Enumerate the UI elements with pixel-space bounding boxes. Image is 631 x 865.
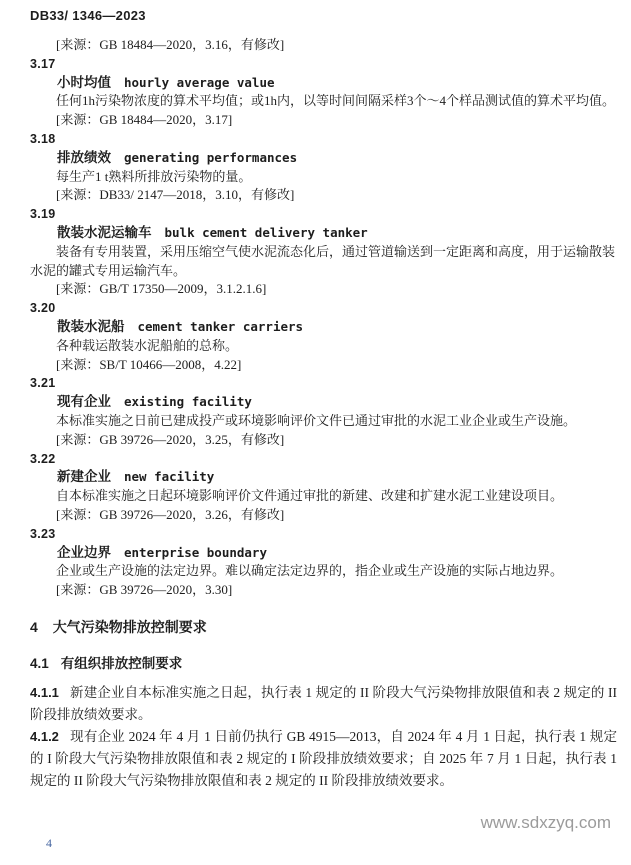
clause-text: 现有企业 2024 年 4 月 1 日前仍执行 GB 4915—2013，自 2024 年 4 月 1 日起，执行表 1 规定的 I 阶段大气污染物排放限值和表 2 规定的 I 阶段排放绩效要求；自 2025 年 7 月 1 日起，执行表 1 规定的 II 阶段大气污染物排放限值和表 2 规定的 II 阶段排放绩效要求。 (30, 728, 617, 788)
doc-code-header: DB33/ 1346—2023 (30, 8, 146, 23)
term-definition: 自本标准实施之日起环境影响评价文件通过审批的新建、改建和扩建水泥工业建设项目。 (56, 488, 564, 504)
term-number: 3.18 (30, 131, 56, 146)
source-ref: [来源：GB 39726—2020，3.26，有修改] (56, 506, 285, 522)
term-en: hourly average value (124, 74, 275, 90)
term-en: new facility (124, 469, 215, 485)
term-definition: 各种载运散装水泥船舶的总称。 (56, 337, 239, 353)
term-en: cement tanker carriers (137, 318, 304, 334)
term-title (30, 544, 617, 563)
term-title (30, 393, 617, 412)
term-definition: 每生产1 t熟料所排放污染物的量。 (56, 168, 252, 184)
term-number: 3.22 (30, 451, 56, 466)
term-block-3-22 (30, 450, 617, 525)
term-block-3-19 (30, 205, 617, 299)
term-en: existing facility (124, 394, 252, 410)
term-block-3-23 (30, 525, 617, 600)
term-number: 3.17 (30, 56, 56, 71)
clause-number: 4.1.2 (30, 728, 59, 744)
term-block-3-20 (30, 299, 617, 374)
term-definition: 企业或生产设施的法定边界。难以确定法定边界的，指企业或生产设施的实际占地边界。 (56, 563, 564, 579)
source-ref-leading: [来源：GB 18484—2020，3.16，有修改] (56, 37, 285, 52)
term-zh: 散装水泥运输车 (57, 224, 152, 240)
term-title (30, 149, 617, 168)
section-title: 有组织排放控制要求 (60, 655, 183, 671)
term-title (30, 74, 617, 93)
term-block-3-17 (30, 55, 617, 130)
term-number: 3.20 (30, 301, 56, 316)
term-en: generating performances (124, 149, 298, 165)
source-ref: [来源：GB 39726—2020，3.30] (56, 582, 233, 598)
page-number: 4 (46, 836, 52, 850)
term-number: 3.21 (30, 376, 56, 391)
term-definition: 本标准实施之日前已建成投产或环境影响评价文件已通过审批的水泥工业企业或生产设施。 (56, 412, 577, 428)
term-zh: 新建企业 (57, 469, 111, 485)
term-definition: 任何1h污染物浓度的算术平均值；或1h内，以等时间间隔采样3个～4个样品测试值的算术平均值。 (56, 93, 616, 109)
term-number: 3.23 (30, 526, 56, 541)
term-zh: 小时均值 (57, 74, 111, 90)
source-ref: [来源：DB33/ 2147—2018，3.10，有修改] (56, 187, 295, 203)
term-en: bulk cement delivery tanker (164, 224, 368, 240)
clause-number: 4.1.1 (30, 684, 59, 700)
term-zh: 排放绩效 (57, 149, 111, 165)
source-ref: [来源：GB/T 17350—2009，3.1.2.1.6] (56, 281, 267, 297)
clause-text: 新建企业自本标准实施之日起，执行表 1 规定的 II 阶段大气污染物排放限值和表 2 规定的 II 阶段排放绩效要求。 (30, 684, 617, 722)
section-number: 4.1 (30, 655, 49, 671)
term-block-3-18 (30, 130, 617, 205)
term-en: enterprise boundary (124, 544, 267, 560)
term-block-3-21 (30, 374, 617, 449)
watermark-url: www.sdxzyq.com (480, 813, 611, 832)
term-zh: 现有企业 (57, 394, 111, 410)
section-number: 4 (30, 618, 38, 635)
term-title (30, 468, 617, 487)
term-title (30, 224, 617, 243)
source-ref: [来源：GB 39726—2020，3.25，有修改] (56, 431, 285, 447)
source-ref: [来源：SB/T 10466—2008，4.22] (56, 356, 242, 372)
term-zh: 企业边界 (57, 544, 111, 560)
section-4-1-heading (30, 654, 617, 673)
term-zh: 散装水泥船 (57, 318, 125, 334)
term-definition: 装备有专用装置，采用压缩空气使水泥流态化后，通过管道输送到一定距离和高度，用于运输散装水泥的罐式专用运输汽车。 (30, 243, 616, 278)
section-title: 大气污染物排放控制要求 (52, 618, 207, 635)
term-number: 3.19 (30, 207, 56, 222)
source-ref: [来源：GB 18484—2020，3.17] (56, 112, 233, 128)
clause-4-1-2 (30, 726, 617, 792)
term-title (30, 318, 617, 337)
clause-4-1-1 (30, 682, 617, 726)
section-4-heading (30, 618, 617, 637)
